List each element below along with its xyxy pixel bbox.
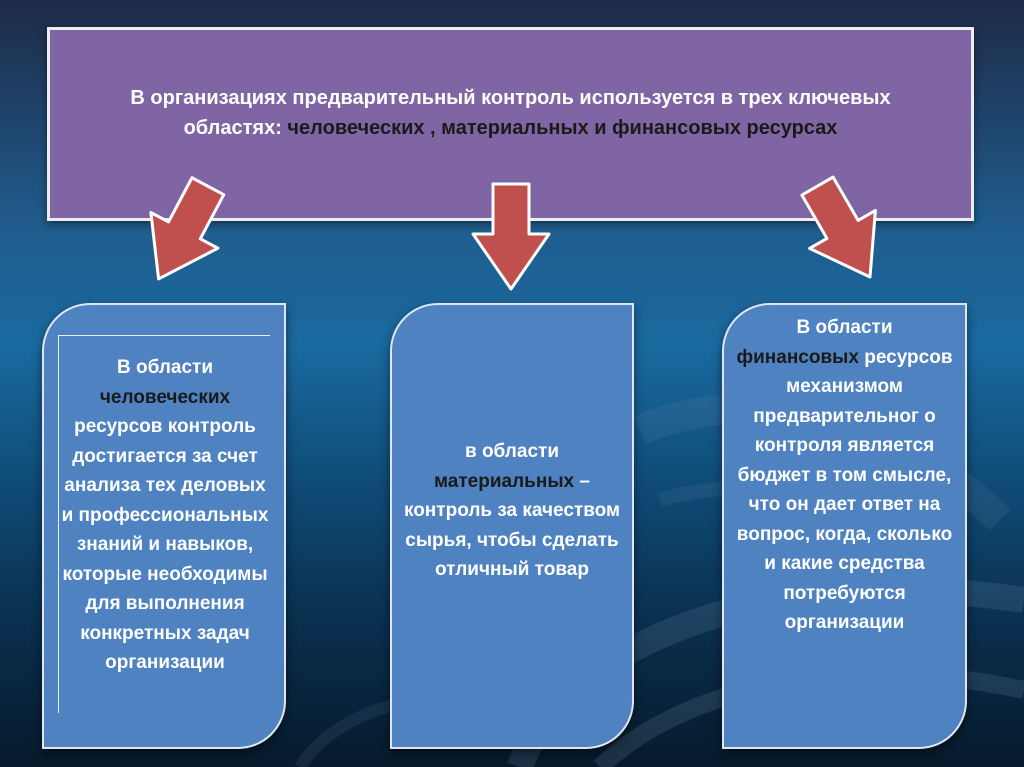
header-line1: В организациях предварительный контроль используется в трех ключевых: [130, 87, 891, 109]
card-frame-line: [58, 335, 270, 336]
card-human-body: ресурсов контроль достигается за счет анализа тех деловых и профессиональных знаний и навыков, которые необходимы для выполнения конкретных задач организации: [61, 416, 269, 673]
card-financial-body: ресурсов механизмом предварительног о контроля является бюджет в том смысле, что он дает ответ на вопрос, когда, сколько и какие средства потребуются организации: [736, 346, 953, 633]
card-financial-intro: В области: [796, 317, 893, 338]
arrow-middle-icon: [471, 182, 551, 292]
header-text: [90, 83, 931, 143]
header-line2-highlight: человеческих , материальных и финансовых ресурсах: [287, 117, 838, 139]
card-material-intro: в области: [464, 441, 560, 462]
card-financial-highlight: финансовых: [736, 346, 859, 368]
card-human-text: [60, 353, 270, 678]
card-human-resources: [42, 303, 286, 749]
header-line2-prefix: областях:: [183, 117, 282, 139]
card-financial-resources: [722, 303, 967, 749]
card-material-text: [402, 437, 622, 585]
card-material-highlight: материальных: [434, 470, 575, 492]
card-material-resources: [390, 303, 634, 749]
card-frame-line: [58, 335, 59, 713]
card-material-body: – контроль за качеством сырья, чтобы сделать отличный товар: [403, 470, 621, 580]
card-financial-text: [732, 313, 957, 638]
card-human-highlight: человеческих: [99, 386, 231, 408]
card-human-intro: В области: [116, 357, 214, 378]
